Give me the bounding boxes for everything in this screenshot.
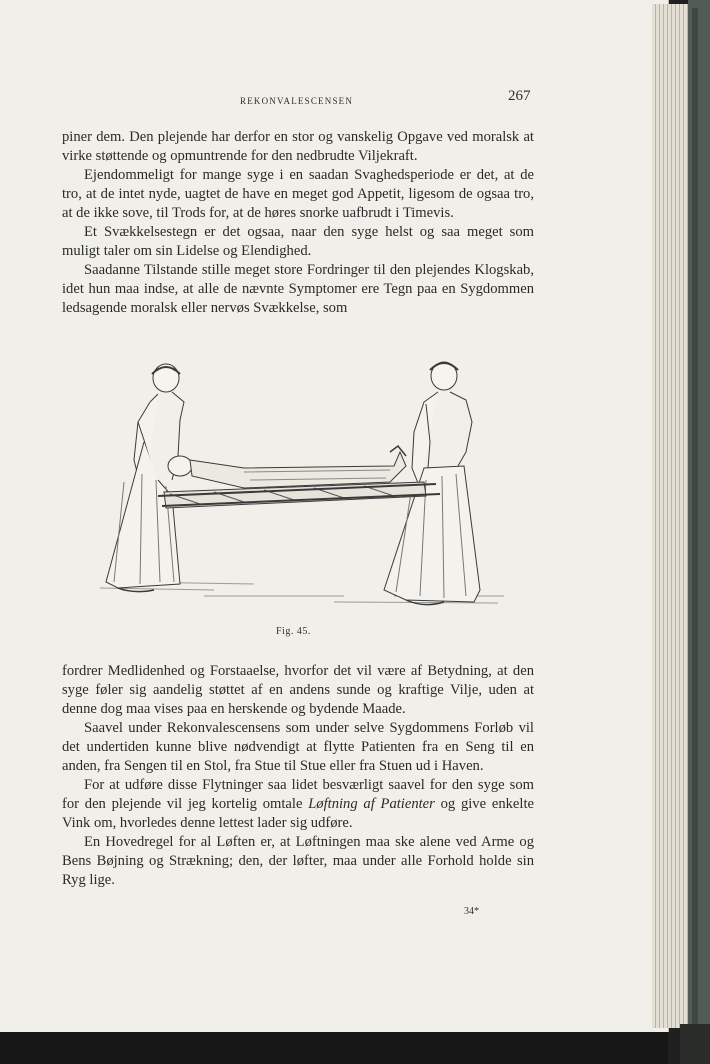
page-number: 267 [508,88,531,104]
paragraph: Saadanne Tilstande stille meget store Fordringer til den plejendes Klogskab, idet hun maa indse, at alle de nævnte Symptomer ere Tegn paa en Sygdommen ledsagende moralsk eller nervøs Svækkelse, som [62,262,534,316]
text-run: og give enkelte Vink om, hvorledes denne lettest lader sig udføre. [62,796,534,831]
background-shadow [0,1032,668,1064]
running-header: REKONVALESCENSEN [240,96,354,106]
figure-caption: Fig. 45. [276,626,311,637]
signature-mark: 34* [464,906,479,917]
text-run: For at udføre disse Flytninger saa lidet besværligt saavel for den syge som for den plejende vil jeg kortelig omtale [62,777,534,812]
paragraph: piner dem. Den plejende har derfor en stor og vanskelig Opgave ved moralsk at virke støttende og opmuntrende for den nedbrudte Viljekraft. [62,129,534,164]
paragraph: Ejendommeligt for mange syge i en saadan Svaghedsperiode er det, at de tro, at de intet nyde, uagtet de have en meget god Appetit, ligesom de ogsaa tro, at de ikke sove, til Trods for, at de høres snorke uafbrudt i Timevis. [62,167,534,221]
paragraph: fordrer Medlidenhed og Forstaaelse, hvorfor det vil være af Betydning, at den syge føler sig aandelig støttet af en andens sunde og kraftige Vilje, uden at denne dog maa vises paa en herskende og bydende Maade. [62,663,534,717]
italic-term: Løftning af Patienter [308,796,435,812]
cover-corner [680,1024,710,1064]
cover-shadow [692,8,698,1024]
paragraph: En Hovedregel for al Løften er, at Løftningen maa ske alene ved Arme og Bens Bøjning og Strækning; den, der løfter, maa under alle Forhold holde sin Ryg lige. [62,834,534,888]
illustration-nurses-carrying-stretcher [94,356,510,618]
paragraph: Saavel under Rekonvalescensens som under selve Sygdommens Forløb vil det undertiden kunne blive nødvendigt at flytte Patienten fra en Seng til en anden, fra Sengen til en Stol, fra Stue til Stue eller fra Stuen ud i Haven. [62,720,534,774]
text-block-bottom [62,662,534,890]
text-block-top [62,128,534,318]
paragraph: Et Svækkelsestegn er det ogsaa, naar den syge helst og saa meget som muligt taler om sin Lidelse og Elendighed. [62,224,534,259]
paragraph-with-italic [62,776,534,833]
